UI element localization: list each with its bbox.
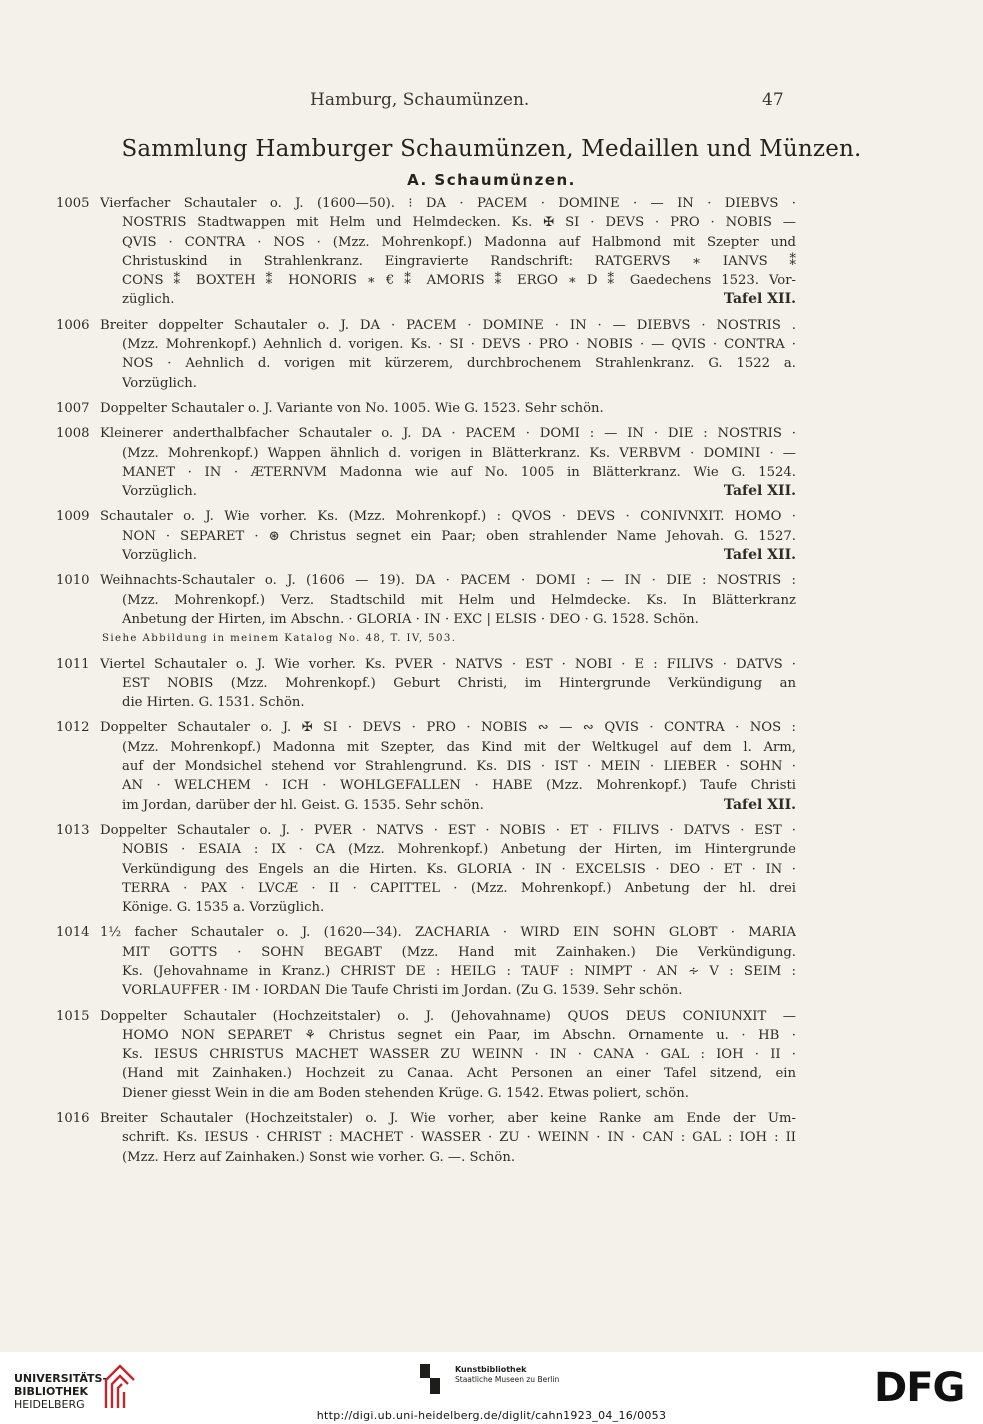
entry-number: 1011 — [56, 656, 90, 672]
entry-text: NOBIS · ESAIA : IX · CA (Mzz. Mohrenkopf.) Anbetung der Hirten, im Hintergrunde — [122, 842, 796, 858]
plate-reference: Tafel XII. — [723, 483, 796, 500]
entry-text-line — [100, 923, 796, 942]
entry-text-line — [122, 796, 796, 815]
entry-text-line — [122, 693, 796, 712]
entry-text: Doppelter Schautaler o. J. Variante von No. 1005. Wie G. 1523. Sehr schön. — [100, 400, 604, 416]
library-logo-text[interactable] — [14, 1372, 107, 1411]
entry-number: 1012 — [56, 720, 90, 736]
catalog-entry — [56, 571, 796, 648]
kunstbibliothek-logo-icon — [420, 1364, 448, 1394]
entry-text-line — [122, 943, 796, 962]
entry-text: Ks. (Jehovahname in Kranz.) CHRIST DE : HEILG : TAUF : NIMPT · AN ∻ V : SEIM : — [122, 963, 796, 979]
library-name-line: BIBLIOTHEK — [14, 1385, 89, 1398]
entry-text: Doppelter Schautaler o. J. · PVER · NATVS · EST · NOBIS · ET · FILIVS · DATVS · EST · — [100, 822, 796, 838]
entry-number: 1005 — [56, 196, 90, 211]
entry-number: 1016 — [56, 1111, 90, 1127]
entry-text: im Jordan, darüber der hl. Geist. G. 1535. Sehr schön. — [122, 797, 484, 813]
entry-text: Doppelter Schautaler o. J. ✠ SI · DEVS · PRO · NOBIS ∾ — ∾ QVIS · CONTRA · NOS : — [100, 720, 796, 736]
entry-number: 1007 — [56, 400, 90, 416]
entry-text: Weihnachts-Schautaler o. J. (1606 — 19). DA · PACEM · DOMI : — IN · DIE : NOSTRIS : — [100, 573, 796, 589]
catalog-entry — [56, 1007, 796, 1103]
entry-text: MIT GOTTS · SOHN BEGABT (Mzz. Hand mit Zainhaken.) Die Verkündigung. — [122, 944, 796, 960]
section-subtitle: A. Schaumünzen. — [407, 171, 576, 189]
entry-text-line — [100, 655, 796, 674]
entry-text: MANET · IN · ÆTERNVM Madonna wie auf No. 1005 in Blätterkranz. Wie G. 1524. — [122, 464, 796, 480]
entry-text: Kleinerer anderthalbfacher Schautaler o. J. DA · PACEM · DOMI : — IN · DIE : NOSTRIS · — [100, 426, 796, 442]
entry-text-line — [122, 981, 796, 1000]
entry-text-line — [122, 233, 796, 252]
page-number: 47 — [762, 90, 784, 110]
entry-text: QVIS · CONTRA · NOS · (Mzz. Mohrenkopf.) Madonna auf Halbmond mit Szepter und — [122, 234, 796, 250]
entry-text-line — [122, 860, 796, 879]
entry-text-line — [122, 591, 796, 610]
catalog-entry — [56, 424, 796, 501]
catalog-entry — [56, 399, 796, 418]
entry-text-line — [122, 546, 796, 565]
entry-text: CONS ⁑ BOXTEH ⁑ HONORIS ∗ € ⁑ AMORIS ⁑ ERGO ∗ D ⁑ Gaedechens 1523. Vor- — [122, 273, 796, 289]
entry-text: AN · WELCHEM · ICH · WOHLGEFALLEN · HABE (Mzz. Mohrenkopf.) Taufe Christi — [122, 778, 796, 794]
entry-text-line — [100, 1109, 796, 1128]
page-title: Sammlung Hamburger Schaumünzen, Medaillen und Münzen. — [121, 136, 862, 162]
entry-text-line — [122, 1148, 796, 1167]
entry-text: die Hirten. G. 1531. Schön. — [122, 695, 305, 711]
library-name-line: HEIDELBERG — [14, 1398, 85, 1411]
entry-text-line — [122, 1026, 796, 1045]
entry-text-line — [100, 718, 796, 737]
entry-number: 1015 — [56, 1008, 90, 1024]
entry-text-line — [100, 424, 796, 443]
kb-name-line: Kunstbibliothek — [455, 1365, 527, 1374]
entry-text-line — [122, 757, 796, 776]
catalog-entries — [56, 194, 796, 1173]
footer-bar — [0, 1352, 983, 1424]
entry-text: Schautaler o. J. Wie vorher. Ks. (Mzz. Mohrenkopf.) : QVOS · DEVS · CONIVNXIT. HOMO · — [100, 509, 796, 525]
entry-text-line — [122, 252, 796, 271]
entry-text-line — [122, 374, 796, 393]
kunstbibliothek-text[interactable] — [455, 1365, 559, 1385]
entry-text-line — [122, 482, 796, 501]
entry-text-line — [122, 335, 796, 354]
entry-text: Vorzüglich. — [122, 375, 197, 391]
entry-text-line — [100, 194, 796, 213]
kb-name-line: Staatliche Museen zu Berlin — [455, 1375, 560, 1384]
plate-reference: Tafel XII. — [723, 291, 796, 308]
entry-text: NOSTRIS Stadtwappen mit Helm und Helmdecken. Ks. ✠ SI · DEVS · PRO · NOBIS — — [122, 215, 796, 231]
entry-text-line — [100, 507, 796, 526]
entry-text-line — [122, 271, 796, 290]
entry-text: Könige. G. 1535 a. Vorzüglich. — [122, 900, 325, 916]
entry-text: schrift. Ks. IESUS · CHRIST : MACHET · WASSER · ZU · WEINN · IN · CAN : GAL : IOH : II — [122, 1130, 796, 1146]
catalog-entry — [56, 194, 796, 310]
entry-text: HOMO NON SEPARET ⚘ Christus segnet ein Paar, im Abschn. Ornamente u. · HB · — [122, 1027, 796, 1043]
entry-text: züglich. — [122, 292, 175, 308]
entry-text: Anbetung der Hirten, im Abschn. · GLORIA · IN · EXC | ELSIS · DEO · G. 1528. Schön. — [122, 611, 699, 627]
entry-text-line — [122, 879, 796, 898]
entry-text: auf der Mondsichel stehend vor Strahlengrund. Ks. DIS · IST · MEIN · LIEBER · SOHN · — [122, 759, 796, 775]
entry-number: 1014 — [56, 925, 90, 941]
entry-text-line — [100, 399, 796, 418]
entry-text: NON · SEPARET · ⊛ Christus segnet ein Paar; oben strahlender Name Jehovah. G. 1527. — [122, 528, 796, 544]
entry-text-line — [122, 610, 796, 629]
entry-number: 1013 — [56, 822, 90, 838]
entry-text: EST NOBIS (Mzz. Mohrenkopf.) Geburt Christi, im Hintergrunde Verkündigung an — [122, 675, 796, 691]
entry-text-line — [122, 463, 796, 482]
entry-number: 1010 — [56, 573, 90, 589]
entry-text-line — [122, 840, 796, 859]
entry-number: 1006 — [56, 317, 90, 333]
entry-text-line — [122, 354, 796, 373]
entry-text-line — [122, 1084, 796, 1103]
entry-text: Doppelter Schautaler (Hochzeitstaler) o. J. (Jehovahname) QUOS DEUS CONIUNXIT — — [100, 1008, 796, 1024]
entry-text-line — [100, 1007, 796, 1026]
entry-text-line — [122, 674, 796, 693]
plate-reference: Tafel XII. — [723, 796, 796, 813]
entry-text: Diener giesst Wein in die am Boden stehenden Krüge. G. 1542. Etwas poliert, schön. — [122, 1085, 689, 1101]
entry-text-line — [100, 821, 796, 840]
entry-text: (Mzz. Mohrenkopf.) Wappen ähnlich d. vorigen in Blätterkranz. Ks. VERBVM · DOMINI · — — [122, 445, 796, 461]
entry-text: Verkündigung des Engels an die Hirten. Ks. GLORIA · IN · EXCELSIS · DEO · ET · IN · — [122, 861, 796, 877]
entry-text: Vorzüglich. — [122, 484, 197, 500]
dfg-logo[interactable]: DFG — [874, 1365, 965, 1411]
library-emblem-icon — [100, 1358, 140, 1410]
entry-text-line — [100, 571, 796, 590]
catalog-entry — [56, 655, 796, 713]
running-title: Hamburg, Schaumünzen. — [310, 90, 530, 110]
entry-text-line — [122, 1064, 796, 1083]
entry-text: Christuskind in Strahlenkranz. Eingravierte Randschrift: RATGERVS ∗ IANVS ⁑ — [122, 253, 796, 269]
entry-number: 1009 — [56, 509, 90, 525]
entry-text: Breiter doppelter Schautaler o. J. DA · PACEM · DOMINE · IN · — DIEBVS · NOSTRIS . — [100, 317, 796, 333]
entry-text: Vorzüglich. — [122, 548, 197, 564]
entry-text: (Mzz. Herz auf Zainhaken.) Sonst wie vorher. G. —. Schön. — [122, 1149, 516, 1165]
entry-text: TERRA · PAX · LVCÆ · II · CAPITTEL · (Mzz. Mohrenkopf.) Anbetung der hl. drei — [122, 880, 796, 896]
entry-text: Breiter Schautaler (Hochzeitstaler) o. J. Wie vorher, aber keine Ranke am Ende der Um- — [100, 1111, 796, 1127]
entry-text: (Mzz. Mohrenkopf.) Aehnlich d. vorigen. Ks. · SI · DEVS · PRO · NOBIS · — QVIS · CONTRA · — [122, 337, 796, 353]
entry-text: VORLAUFFER · IM · IORDAN Die Taufe Christi im Jordan. (Zu G. 1539. Sehr schön. — [122, 983, 683, 999]
running-head — [0, 90, 983, 114]
catalog-entry — [56, 821, 796, 917]
entry-number: 1008 — [56, 426, 90, 442]
catalog-entry — [56, 718, 796, 814]
entry-text-line — [122, 738, 796, 757]
entry-text-line — [122, 898, 796, 917]
plate-reference: Tafel XII. — [723, 547, 796, 564]
permalink-url[interactable]: http://digi.ub.uni-heidelberg.de/diglit/cahn1923_04_16/0053 — [316, 1409, 667, 1422]
entry-text-line — [122, 776, 796, 795]
entry-text: (Mzz. Mohrenkopf.) Verz. Stadtschild mit Helm und Helmdecke. Ks. In Blätterkranz — [122, 592, 796, 608]
catalog-entry — [56, 507, 796, 565]
entry-text: NOS · Aehnlich d. vorigen mit kürzerem, durchbrochenem Strahlenkranz. G. 1522 a. — [122, 356, 796, 372]
entry-text: 1½ facher Schautaler o. J. (1620—34). ZACHARIA · WIRD EIN SOHN GLOBT · MARIA — [100, 925, 796, 941]
entry-text-line — [100, 316, 796, 335]
library-name-line: UNIVERSITÄTS- — [14, 1372, 108, 1385]
entry-text: Viertel Schautaler o. J. Wie vorher. Ks. PVER · NATVS · EST · NOBI · E : FILIVS · DATVS · — [100, 656, 796, 672]
catalog-entry — [56, 923, 796, 1000]
entry-text: Ks. IESUS CHRISTUS MACHET WASSER ZU WEINN · IN · CANA · GAL : IOH · II · — [122, 1047, 796, 1063]
entry-note: Siehe Abbildung in meinem Katalog No. 48, T. IV, 503. — [102, 633, 457, 645]
entry-text: (Mzz. Mohrenkopf.) Madonna mit Szepter, das Kind mit der Weltkugel auf dem l. Arm, — [122, 739, 796, 755]
catalog-entry — [56, 1109, 796, 1167]
entry-text: Vierfacher Schautaler o. J. (1600—50). ⁝ DA · PACEM · DOMINE · — IN · DIEBVS · — [100, 196, 796, 211]
entry-text: (Hand mit Zainhaken.) Hochzeit zu Canaa. Acht Personen an einer Tafel sitzend, ein — [122, 1066, 796, 1082]
entry-text-line — [122, 527, 796, 546]
catalog-entry — [56, 316, 796, 393]
entry-text-line — [122, 1128, 796, 1147]
entry-text-line — [122, 213, 796, 232]
entry-text-line — [122, 962, 796, 981]
entry-text-line — [122, 444, 796, 463]
entry-text-line — [122, 1045, 796, 1064]
entry-text-line — [122, 290, 796, 309]
